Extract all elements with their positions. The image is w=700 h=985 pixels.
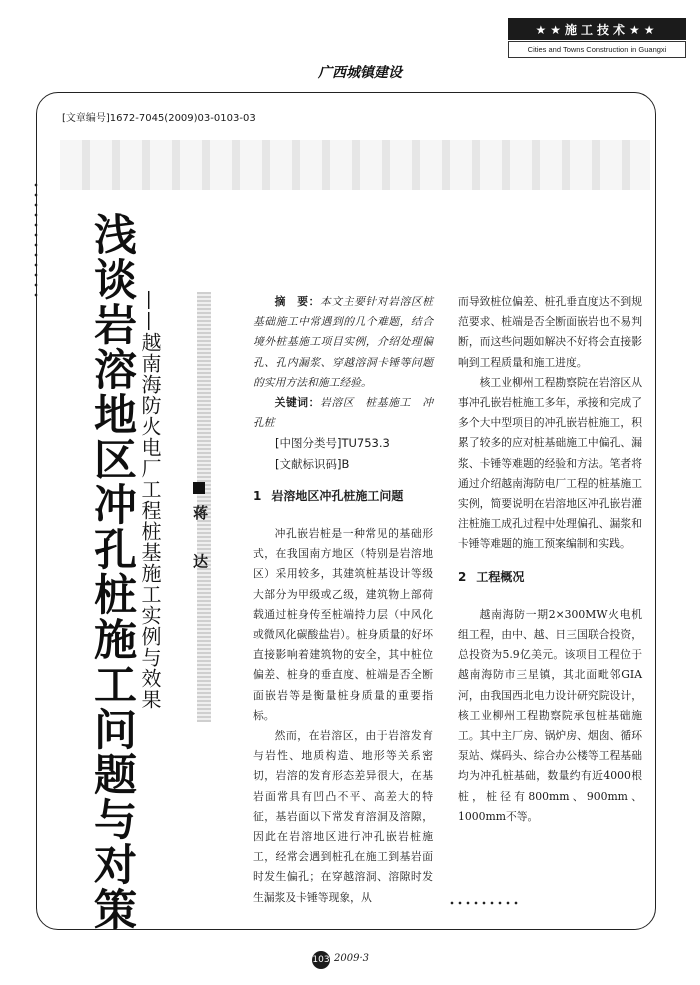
- dotted-divider-bottom: [448, 900, 518, 906]
- author-name: 蒋 达: [191, 505, 209, 583]
- section-heading-2: [458, 567, 642, 587]
- section-title: 岩溶地区冲孔桩施工问题: [271, 488, 404, 503]
- document-code: [文献标识码]B: [275, 456, 350, 471]
- section-subtitle: Cities and Towns Construction in Guangxi: [508, 41, 686, 58]
- paragraph-continued: 而导致桩位偏差、桩孔垂直度达不到规范要求、桩端是否全断面嵌岩也不易判断，而这些问题如解决不好将会直接影响到工程质量和施工进度。: [458, 295, 642, 369]
- section-title: 工程概况: [476, 569, 525, 584]
- title-background-band: [60, 140, 650, 190]
- keywords-text: 岩溶区 桩基施工 冲孔桩: [253, 396, 434, 430]
- paragraph: 越南海防一期2×300MW火电机组工程，由中、越、日三国联合投资，总投资为5.9亿美元。该项目工程位于越南海防市三星镇，其北面毗邻GIA河，由我国西北电力设计研究院设计，核工业柳州工程勘察院承包桩基础施工。其中主厂房、锅炉房、烟囱、循环泵站、煤码头、综合办公楼等工程基础均为冲孔桩基础，数量约有近4000根桩，桩径有800mm、900mm、1000mm不等。: [458, 607, 642, 823]
- issue-date: 2009·3: [334, 953, 369, 964]
- abstract-text: 本文主要针对岩溶区桩基础施工中常遇到的几个难题，结合境外桩基施工项目实例，介绍处理偏孔、孔内漏浆、穿越溶洞卡锤等问题的实用方法和施工经验。: [253, 295, 434, 389]
- section-banner: ★★施工技术★★: [508, 18, 686, 40]
- paragraph: 核工业柳州工程勘察院在岩溶区从事冲孔嵌岩桩施工多年，承接和完成了多个大中型项目的冲孔嵌岩桩施工，积累了较多的应对桩基础施工中偏孔、漏浆、卡锤等难题的经验和方法。笔者将通过介绍越南海防电厂工程的桩基施工实例，简要说明在岩溶地区冲孔嵌岩灌注桩施工成孔过程中处理偏孔、漏浆和卡锤等难题的施工预案编制和实践。: [458, 375, 642, 551]
- article-title: 浅谈岩溶地区冲孔桩施工问题与对策: [87, 212, 137, 932]
- paragraph: 冲孔嵌岩桩是一种常见的基础形式，在我国南方地区（特别是岩溶地区）采用较多，其建筑桩基设计等级大部分为甲级或乙级，建筑物上部荷载通过桩身传至桩端持力层（中风化或微风化碳酸盐岩）。桩身质量的好坏直接影响着建筑物的安全，其中桩位偏差、桩身的垂直度、桩端是否全断面嵌岩等是衡量桩身质量的重要指标。: [253, 527, 433, 722]
- clc-number: [中图分类号]TU753.3: [275, 436, 390, 451]
- dotted-divider-left: [33, 180, 39, 300]
- author-marker-icon: [193, 482, 205, 494]
- paragraph: 然而，在岩溶区，由于岩溶发育与岩性、地质构造、地形等关系密切，岩溶的发育形态差异很大，在基岩面常具有凹凸不平、高差大的特征，基岩面以下常发育溶洞及溶隙，因此在岩溶地区进行冲孔嵌岩桩施工，经常会遇到桩孔在施工到基岩面时发生偏孔；在穿越溶洞、溶隙时发生漏浆及卡锤等现象，从: [253, 729, 433, 904]
- section-heading-1: [253, 486, 433, 506]
- section-number: 1: [253, 488, 262, 503]
- abstract-label: 摘 要：: [274, 295, 321, 308]
- keywords-label: 关键词：: [274, 396, 321, 410]
- keywords: [253, 393, 433, 433]
- article-number: [文章编号]1672-7045(2009)03-0103-03: [62, 113, 256, 124]
- abstract: [253, 292, 433, 393]
- body-column-right: [458, 292, 642, 827]
- journal-name: 广西城镇建设: [318, 65, 402, 81]
- section-number: 2: [458, 569, 467, 584]
- article-subtitle: ——越南海防火电厂工程桩基施工实例与效果: [138, 290, 162, 710]
- page-number: 103: [312, 951, 330, 969]
- body-column-left: [253, 292, 433, 908]
